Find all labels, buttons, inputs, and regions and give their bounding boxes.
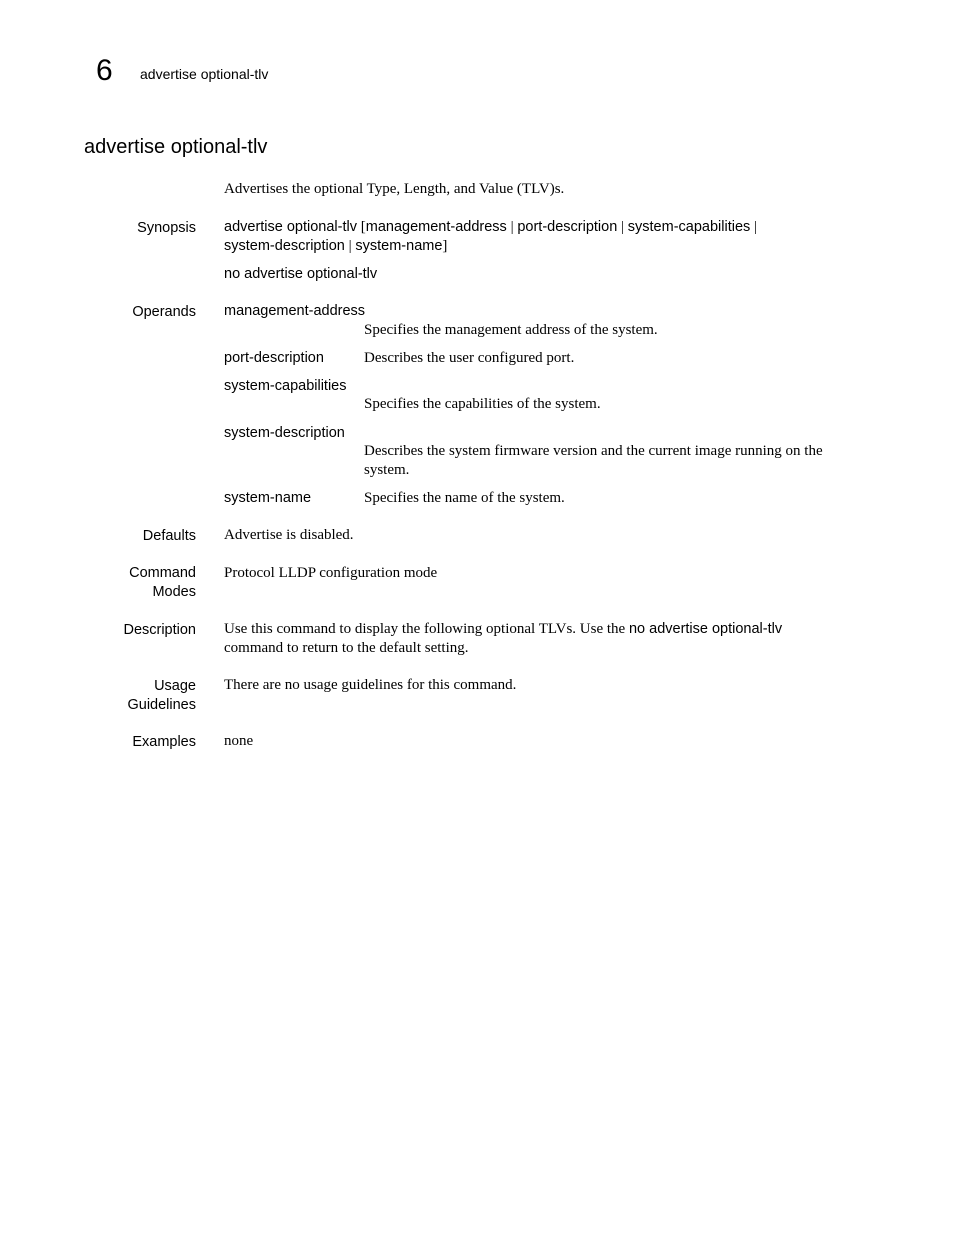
- operand-name: port-description: [224, 350, 324, 366]
- operand-description: Specifies the management address of the system.: [364, 322, 658, 338]
- synopsis-option: management-address: [365, 219, 507, 235]
- synopsis-label: Synopsis: [137, 220, 196, 236]
- synopsis-line-2: [224, 237, 447, 256]
- operand-name: system-name: [224, 490, 312, 506]
- description-keyword: no advertise optional-tlv: [628, 621, 783, 637]
- synopsis-separator: |: [344, 238, 356, 254]
- operand-description: Specifies the name of the system.: [364, 490, 565, 506]
- synopsis-bracket-close: ]: [442, 238, 448, 254]
- synopsis-separator: |: [750, 219, 758, 235]
- synopsis-command: advertise optional-tlv: [224, 219, 357, 235]
- command-modes-text: Protocol LLDP configuration mode: [224, 565, 438, 581]
- synopsis-separator: |: [506, 219, 518, 235]
- operand-description: Describes the user configured port.: [364, 350, 575, 366]
- operand-description: Specifies the capabilities of the system.: [364, 396, 601, 412]
- defaults-label: Defaults: [142, 528, 196, 544]
- synopsis-line-1: [224, 218, 757, 237]
- description-label: Description: [123, 622, 196, 638]
- operand-name: system-description: [224, 425, 345, 441]
- synopsis-option: system-description: [224, 238, 345, 254]
- usage-label: Usage: [154, 678, 196, 694]
- usage-text: There are no usage guidelines for this command.: [224, 677, 517, 693]
- intro-text: Advertises the optional Type, Length, and Value (TLV)s.: [224, 181, 565, 197]
- page-title: advertise optional-tlv: [84, 136, 268, 158]
- examples-label: Examples: [132, 734, 196, 750]
- running-head: advertise optional-tlv: [140, 66, 269, 82]
- description-text: Use this command to display the following optional TLVs. Use the: [224, 621, 629, 637]
- operand-description: Describes the system firmware version and the current image running on the: [364, 443, 823, 459]
- synopsis-option: port-description: [517, 219, 618, 235]
- synopsis-option: system-capabilities: [627, 219, 751, 235]
- synopsis-bracket-open: [: [357, 219, 366, 235]
- chapter-number: 6: [96, 54, 113, 87]
- command-modes-label: Command: [129, 565, 196, 581]
- description-line-2: command to return to the default setting.: [224, 640, 469, 656]
- synopsis-no-form: no advertise optional-tlv: [224, 266, 378, 282]
- synopsis-option: system-name: [355, 238, 443, 254]
- operands-label: Operands: [132, 304, 196, 320]
- examples-text: none: [224, 733, 254, 749]
- usage-label: Guidelines: [127, 697, 196, 713]
- operand-name: system-capabilities: [224, 378, 347, 394]
- defaults-text: Advertise is disabled.: [224, 527, 354, 543]
- operand-name: management-address: [224, 303, 366, 319]
- operand-description: system.: [364, 462, 410, 478]
- synopsis-separator: |: [617, 219, 628, 235]
- description-line-1: [224, 620, 782, 639]
- command-modes-label: Modes: [152, 584, 196, 600]
